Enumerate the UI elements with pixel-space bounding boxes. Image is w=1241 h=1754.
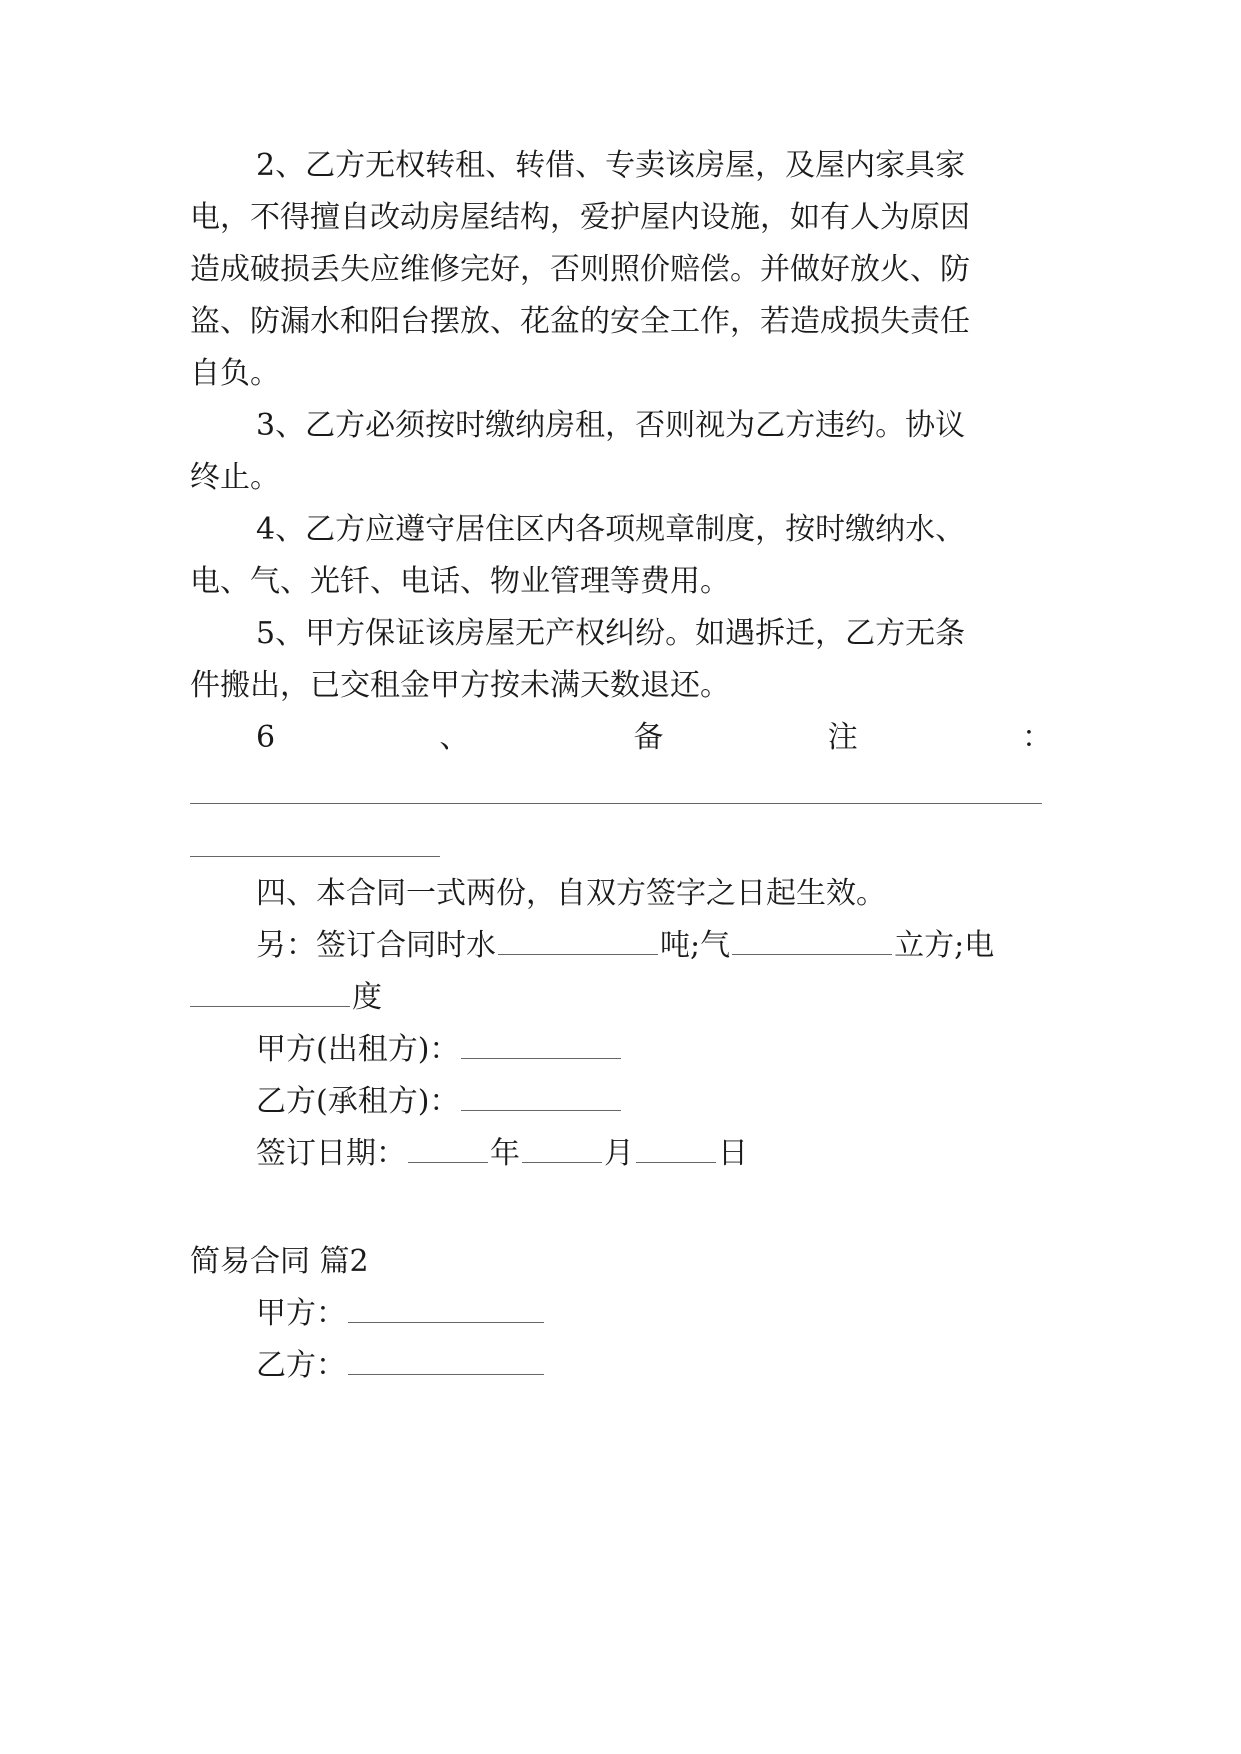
contract-2-party-b-blank (348, 1348, 544, 1375)
clause-2-line-2: 电，不得擅自改动房屋结构，爱护屋内设施，如有人为原因 (190, 200, 970, 235)
power-reading-line (190, 978, 1052, 1018)
gas-blank (732, 928, 892, 955)
day-blank (636, 1136, 716, 1163)
contract-2-party-b-label: 乙方： (256, 1348, 346, 1383)
clause-6-char-bei: 备 (633, 720, 664, 755)
clause-2-line-1: 2、乙方无权转租、转借、专卖该房屋，及屋内家具家 (256, 148, 966, 183)
party-b-label: 乙方(承租方)： (256, 1084, 460, 1119)
section-4-effective: 四、本合同一式两份，自双方签字之日起生效。 (256, 876, 886, 911)
clause-2-line-3: 造成破损丢失应维修完好，否则照价赔偿。并做好放火、防 (190, 252, 970, 287)
clause-5-line-1: 5、甲方保证该房屋无产权纠纷。如遇拆迁，乙方无条 (256, 616, 966, 651)
utility-readings-line (256, 926, 1052, 966)
contract-2-party-b-line (256, 1346, 1052, 1386)
party-a-blank (461, 1032, 621, 1059)
notes-blank-line-2 (190, 856, 440, 857)
party-a-signature-line (256, 1030, 1052, 1070)
clause-6-number: 6 (256, 720, 276, 755)
party-b-signature-line (256, 1082, 1052, 1122)
contract-2-party-a-label: 甲方： (256, 1296, 346, 1331)
clause-5-line-2: 件搬出，已交租金甲方按未满天数退还。 (190, 668, 730, 703)
clause-6-char-zhu: 注 (827, 720, 858, 755)
clause-3-line-2: 终止。 (190, 460, 280, 495)
clause-6-colon: ： (1021, 720, 1052, 755)
clause-2-line-5: 自负。 (190, 356, 280, 391)
notes-blank-line-1 (190, 803, 1042, 804)
unit-power: 度 (352, 980, 382, 1015)
clause-4-line-2: 电、气、光钎、电话、物业管理等费用。 (190, 564, 730, 599)
year-label: 年 (490, 1136, 520, 1171)
clause-3-line-1: 3、乙方必须按时缴纳房租，否则视为乙方违约。协议 (256, 408, 966, 443)
water-blank (498, 928, 658, 955)
utility-prefix: 另：签订合同时水 (256, 928, 496, 963)
month-label: 月 (604, 1136, 634, 1171)
unit-gas: 立方;电 (894, 928, 995, 963)
date-label: 签订日期： (256, 1136, 406, 1171)
day-label: 日 (718, 1136, 748, 1171)
clause-6-notes-heading (256, 718, 1052, 758)
contract-2-party-a-blank (348, 1296, 544, 1323)
contract-2-party-a-line (256, 1294, 1052, 1334)
document-page (190, 0, 1052, 1754)
party-a-label: 甲方(出租方)： (256, 1032, 460, 1067)
month-blank (522, 1136, 602, 1163)
clause-4-line-1: 4、乙方应遵守居住区内各项规章制度，按时缴纳水、 (256, 512, 966, 547)
clause-6-separator: 、 (439, 720, 470, 755)
party-b-blank (461, 1084, 621, 1111)
contract-2-title: 简易合同 篇2 (190, 1244, 369, 1279)
signing-date-line (256, 1134, 1052, 1174)
clause-2-line-4: 盗、防漏水和阳台摆放、花盆的安全工作，若造成损失责任 (190, 304, 970, 339)
power-blank (190, 980, 350, 1007)
unit-water: 吨;气 (660, 928, 731, 963)
year-blank (408, 1136, 488, 1163)
